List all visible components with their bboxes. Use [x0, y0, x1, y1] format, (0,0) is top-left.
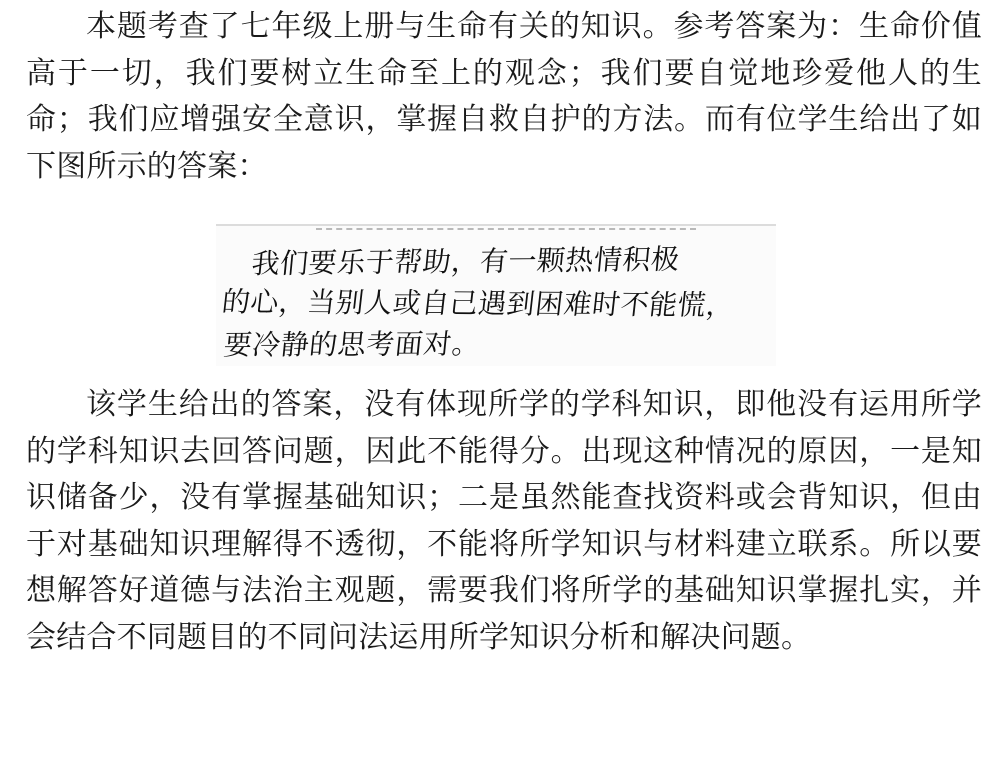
handwritten-line-2: 的心，当别人或自己遇到困难时不能慌，: [220, 285, 737, 322]
analysis-paragraph: 该学生给出的答案，没有体现所学的学科知识，即他没有运用所学的学科知识去回答问题，因此不能得分。出现这种情况的原因，一是知识储备少，没有掌握基础知识；二是虽然能查找资料或会背知识，但由于对基础知识理解得不透彻，不能将所学知识与材料建立联系。所以要想解答好道德与法治主观题，需要我们将所学的基础知识掌握扎实，并会结合不同题目的不同问法运用所学知识分析和解决问题。: [26, 387, 982, 655]
handwritten-line-1: 我们要乐于帮助，有一颗热情积极: [250, 242, 682, 281]
cropped-text-edge: [316, 224, 696, 230]
student-answer-image: [216, 224, 776, 366]
intro-paragraph: 本题考查了七年级上册与生命有关的知识。参考答案为：生命价值高于一切，我们要树立生命至上的观念；我们要自觉地珍爱他人的生命；我们应增强安全意识，掌握自救自护的方法。而有位学生给出了如下图所示的答案：: [26, 9, 982, 184]
handwritten-line-3: 要冷静的思考面对。: [222, 327, 483, 362]
